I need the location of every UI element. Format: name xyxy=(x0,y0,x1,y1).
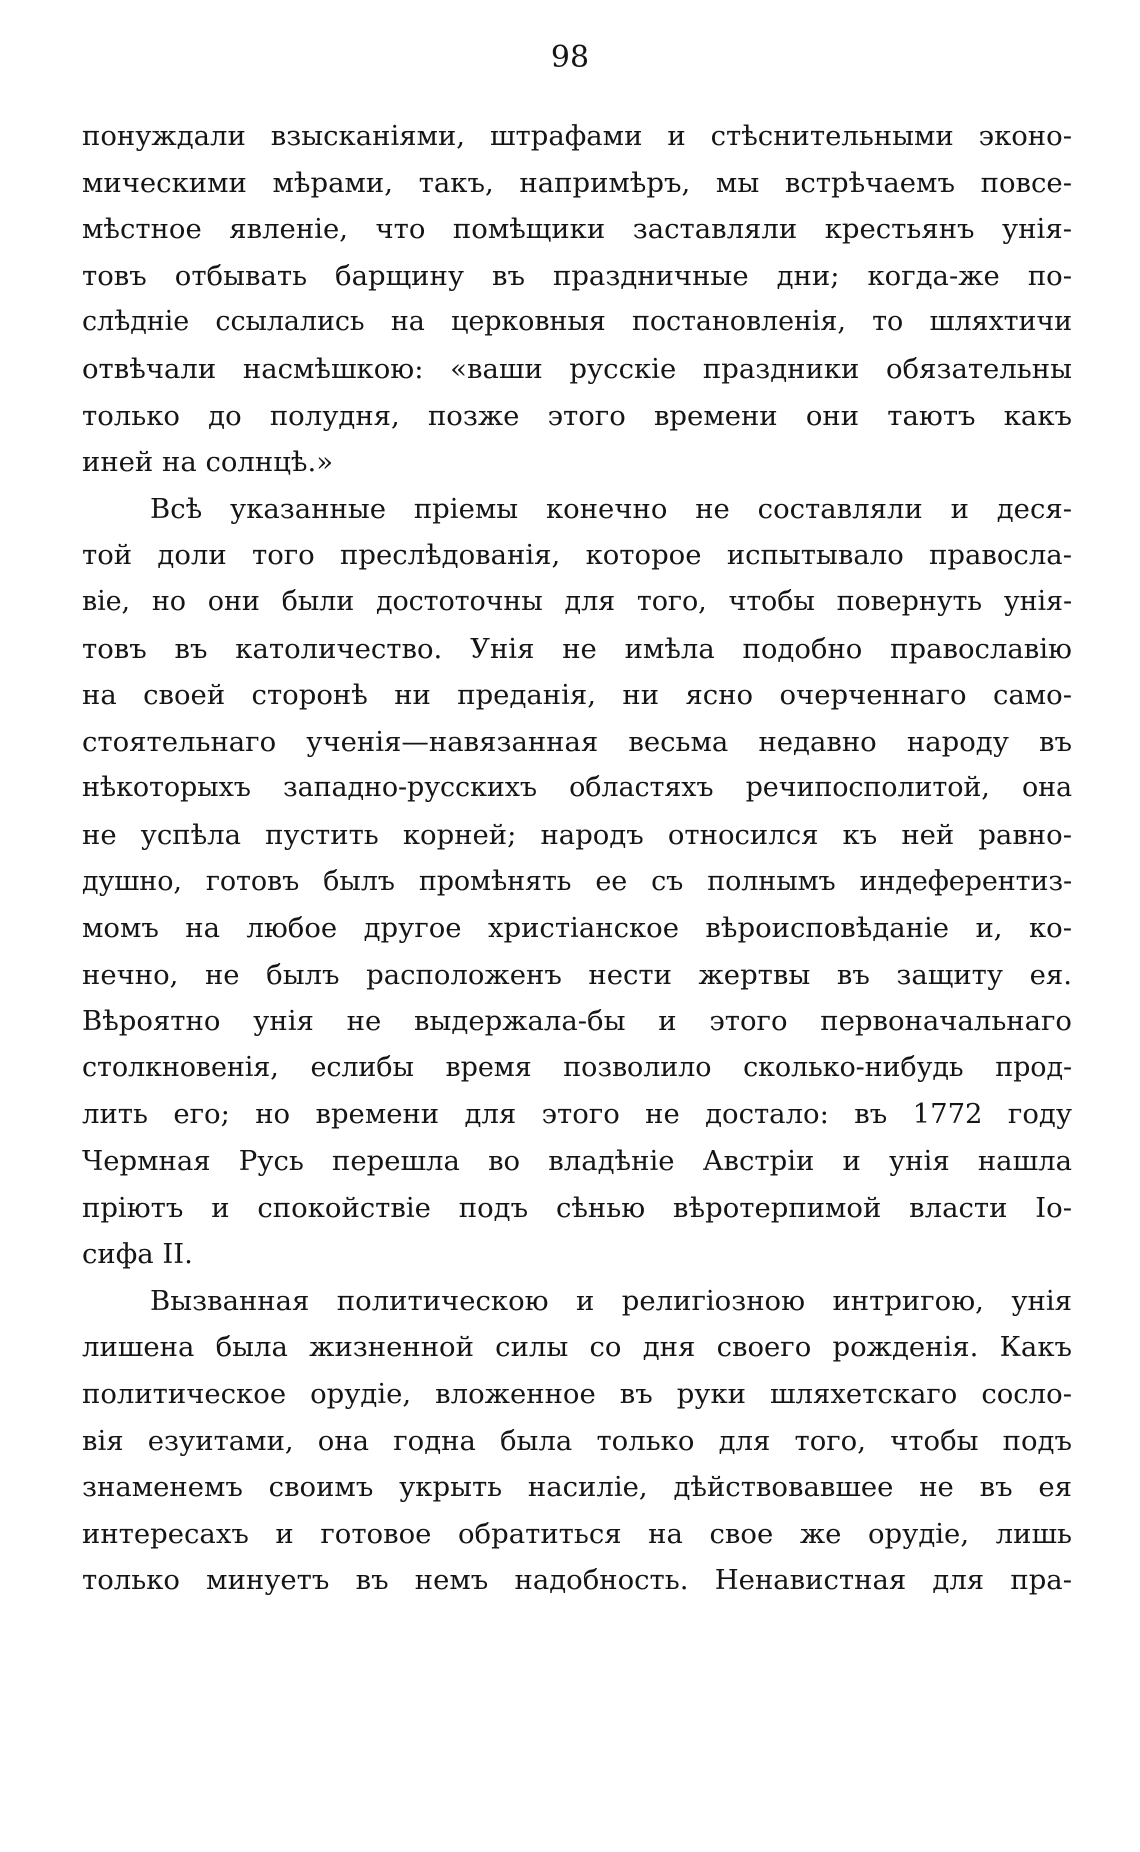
text-line: нѣкоторыхъ западно-русскихъ областяхъ речипосполитой, она xyxy=(82,772,1072,804)
text-line: віе, но они были достоточны для того, чтобы повернуть унія- xyxy=(82,585,1072,617)
text-line: Вѣроятно унія не выдержала-бы и этого первоначальнаго xyxy=(82,1005,1072,1038)
text-line: отвѣчали насмѣшкою: «ваши русскіе праздники обязательны xyxy=(82,352,1072,385)
page-body xyxy=(82,113,1072,1604)
text-line: душно, готовъ былъ промѣнять ее съ полнымъ индеферентиз- xyxy=(82,865,1072,897)
text-line: Всѣ указанные пріемы конечно не составляли и деся- xyxy=(150,492,1072,525)
text-line: сифа II. xyxy=(82,1238,193,1271)
text-line: политическое орудіе, вложенное въ руки шляхетскаго сосло- xyxy=(82,1378,1072,1411)
text-line: товъ отбывать барщину въ праздничные дни; когда-же по- xyxy=(82,259,1072,292)
paragraph-3 xyxy=(82,1278,1072,1604)
text-line: лить его; но времени для этого не достало: въ 1772 году xyxy=(82,1098,1072,1131)
text-line: мѣстное явленіе, что помѣщики заставляли крестьянъ унія- xyxy=(82,213,1072,246)
text-line: момъ на любое другое христіанское вѣроисповѣданіе и, ко- xyxy=(82,912,1072,945)
text-line: слѣдніе ссылались на церковныя постановленія, то шляхтичи xyxy=(82,306,1072,338)
text-line: той доли того преслѣдованія, которое испытывало правосла- xyxy=(82,539,1072,572)
page-number: 98 xyxy=(550,40,590,75)
text-line: лишена была жизненной силы со дня своего рожденія. Какъ xyxy=(82,1331,1072,1364)
text-line: товъ въ католичество. Унія не имѣла подобно православію xyxy=(82,632,1072,665)
text-line: столкновенія, еслибы время позволило сколько-нибудь прод- xyxy=(82,1051,1072,1083)
text-line: иней на солнцѣ.» xyxy=(82,446,334,479)
text-line: понуждали взысканіями, штрафами и стѣснительными эконо- xyxy=(82,120,1072,152)
text-line: Чермная Русь перешла во владѣніе Австріи и унія нашла xyxy=(82,1145,1072,1178)
paragraph-2 xyxy=(82,486,1072,1278)
text-line: на своей сторонѣ ни преданія, ни ясно очерченнаго само- xyxy=(82,679,1072,712)
paragraph-1 xyxy=(82,113,1072,486)
text-line: нечно, не былъ расположенъ нести жертвы въ защиту ея. xyxy=(82,958,1072,991)
text-line: только минуетъ въ немъ надобность. Ненавистная для пра- xyxy=(82,1564,1072,1597)
text-line: вія езуитами, она годна была только для того, чтобы подъ xyxy=(82,1424,1072,1457)
text-line: мическими мѣрами, такъ, напримѣръ, мы встрѣчаемъ повсе- xyxy=(82,166,1072,199)
text-line: только до полудня, позже этого времени они таютъ какъ xyxy=(82,399,1072,432)
text-line: Вызванная политическою и религіозною интригою, унія xyxy=(150,1284,1072,1317)
text-line: знаменемъ своимъ укрыть насиліе, дѣйствовавшее не въ ея xyxy=(82,1471,1072,1504)
text-line: стоятельнаго ученія—навязанная весьма недавно народу въ xyxy=(82,725,1072,758)
text-line: не успѣла пустить корней; народъ относился къ ней равно- xyxy=(82,818,1072,851)
text-line: пріютъ и спокойствіе подъ сѣнью вѣротерпимой власти Іо- xyxy=(82,1191,1072,1224)
text-line: интересахъ и готовое обратиться на свое же орудіе, лишь xyxy=(82,1517,1072,1550)
